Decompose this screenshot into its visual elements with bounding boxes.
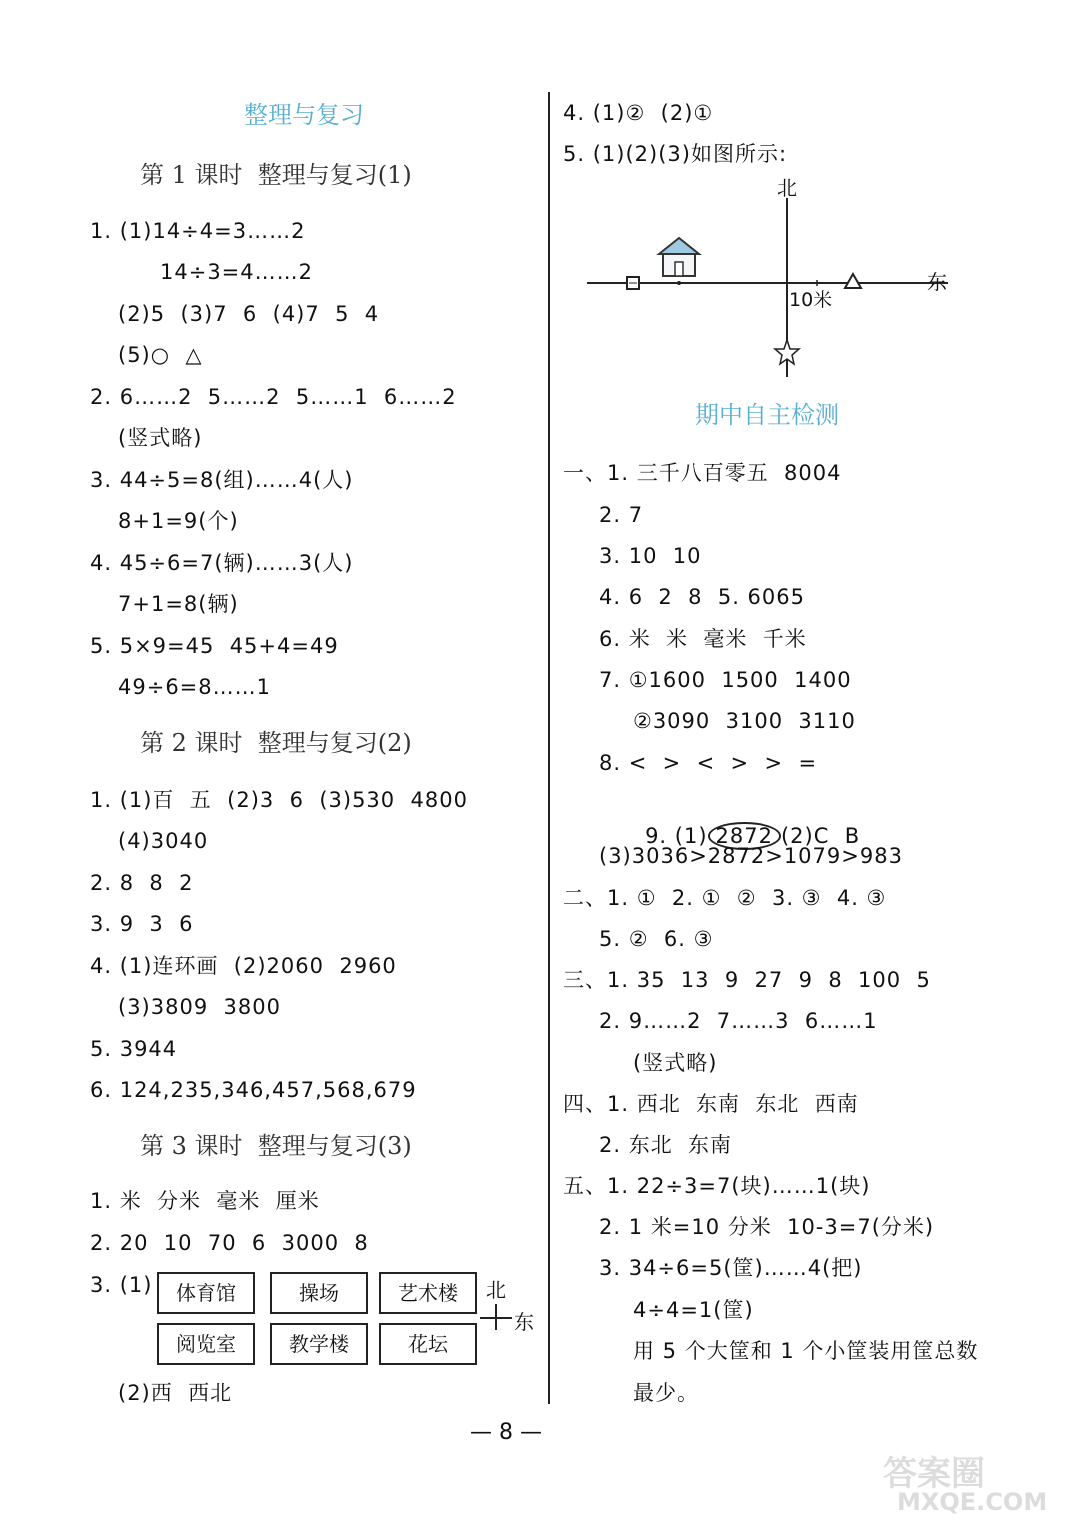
- triangle-marker-icon: [845, 274, 861, 288]
- lesson2-title: 第 2 课时 整理与复习(2): [140, 729, 412, 757]
- answer-line: 5. 5×9=45 45+4=49: [90, 634, 339, 658]
- q9-suffix: (2)C B: [780, 824, 861, 848]
- map-east-label: 东: [927, 270, 947, 294]
- answer-line: 1. 米 分米 毫米 厘米: [90, 1189, 320, 1213]
- answer-line: 二、1. ① 2. ① ② 3. ③ 4. ③: [563, 886, 887, 910]
- house-icon: [659, 238, 699, 276]
- answer-line: 2. 7: [599, 503, 644, 527]
- map-box-teaching-building: 教学楼: [270, 1323, 368, 1365]
- answer-line: 4. (1)连环画 (2)2060 2960: [90, 954, 397, 978]
- midterm-title: 期中自主检测: [695, 401, 839, 429]
- answer-line: 3. 34÷6=5(筐)……4(把): [599, 1256, 863, 1280]
- answer-line: (3)3036>2872>1079>983: [599, 844, 903, 868]
- answer-line: 四、1. 西北 东南 东北 西南: [563, 1092, 859, 1116]
- answer-line: 三、1. 35 13 9 27 9 8 100 5: [563, 968, 931, 992]
- map-box-flower-bed: 花坛: [379, 1323, 477, 1365]
- answer-line: 1. (1)百 五 (2)3 6 (3)530 4800: [90, 788, 468, 812]
- answer-line: 2. 1 米=10 分米 10-3=7(分米): [599, 1215, 935, 1239]
- answer-line: 4. 6 2 8 5. 6065: [599, 585, 806, 609]
- answer-line: 5. (1)(2)(3)如图所示:: [563, 142, 788, 166]
- compass-east-label: 东: [514, 1310, 534, 1334]
- answer-line: (2)5 (3)7 6 (4)7 5 4: [118, 302, 380, 326]
- answer-line: 8+1=9(个): [118, 509, 239, 533]
- q9-prefix: 9. (1): [645, 824, 708, 848]
- map-box-gymnasium: 体育馆: [157, 1272, 255, 1314]
- map-north-label: 北: [777, 176, 797, 200]
- map-scale-label: 10米: [789, 289, 833, 311]
- section-title: 整理与复习: [244, 101, 364, 129]
- answer-line: 4. (1)② (2)①: [563, 101, 714, 125]
- answer-line: (竖式略): [118, 426, 203, 450]
- house-dot-icon: [677, 281, 681, 285]
- answer-line: 五、1. 22÷3=7(块)……1(块): [563, 1174, 871, 1198]
- lesson1-title: 第 1 课时 整理与复习(1): [140, 161, 412, 189]
- answer-line: 1. (1)14÷4=3……2: [90, 219, 306, 243]
- answer-line: 2. 9……2 7……3 6……1: [599, 1009, 878, 1033]
- direction-map: [583, 172, 963, 384]
- answer-line: 5. 3944: [90, 1037, 178, 1061]
- answer-line: 6. 124,235,346,457,568,679: [90, 1078, 417, 1102]
- answer-line: (3)3809 3800: [118, 995, 281, 1019]
- answer-line: 2. 20 10 70 6 3000 8: [90, 1231, 369, 1255]
- answer-line: 7. ①1600 1500 1400: [599, 668, 852, 692]
- answer-line: 14÷3=4……2: [160, 260, 313, 284]
- answer-line: 5. ② 6. ③: [599, 927, 714, 951]
- answer-line: 用 5 个大筐和 1 个小筐装用筐总数: [633, 1339, 979, 1363]
- answer-line: 一、1. 三千八百零五 8004: [563, 461, 842, 485]
- q9-circled-answer: 2872: [708, 822, 781, 850]
- answer-line: 7+1=8(辆): [118, 592, 239, 616]
- answer-line: 4÷4=1(筐): [633, 1298, 754, 1322]
- answer-line: 6. 米 米 毫米 千米: [599, 627, 807, 651]
- answer-line: 3. 44÷5=8(组)……4(人): [90, 468, 354, 492]
- answer-line: 2. 6……2 5……2 5……1 6……2: [90, 385, 457, 409]
- column-divider: [548, 92, 550, 1404]
- answer-line: 2. 东北 东南: [599, 1133, 733, 1157]
- answer-line: (竖式略): [633, 1051, 718, 1075]
- compass-cross-icon: [478, 1302, 514, 1332]
- lesson3-title: 第 3 课时 整理与复习(3): [140, 1132, 412, 1160]
- answer-line: 最少。: [633, 1381, 699, 1405]
- map-box-reading-room: 阅览室: [157, 1323, 255, 1365]
- answer-line: (4)3040: [118, 829, 209, 853]
- answer-line: 2. 8 8 2: [90, 871, 194, 895]
- watermark-domain: MXQE.COM: [897, 1488, 1048, 1516]
- answer-line: 49÷6=8……1: [118, 675, 271, 699]
- map-box-art-building: 艺术楼: [379, 1272, 477, 1314]
- page-number: — 8 —: [470, 1420, 542, 1445]
- compass-north-label: 北: [486, 1278, 506, 1302]
- map-box-playground: 操场: [270, 1272, 368, 1314]
- answer-line: 4. 45÷6=7(辆)……3(人): [90, 551, 354, 575]
- watermark-text: 答案圈: [883, 1454, 985, 1494]
- answer-line: (5)○ △: [118, 343, 203, 367]
- watermark-logo: [883, 1446, 1053, 1526]
- answer-line: ②3090 3100 3110: [633, 709, 856, 733]
- answer-line: 3. 9 3 6: [90, 912, 194, 936]
- answer-line: 3. (1): [90, 1273, 153, 1297]
- answer-line: 8. < > < > > =: [599, 751, 818, 775]
- answer-line: 3. 10 10: [599, 544, 702, 568]
- answer-line: (2)西 西北: [118, 1381, 233, 1405]
